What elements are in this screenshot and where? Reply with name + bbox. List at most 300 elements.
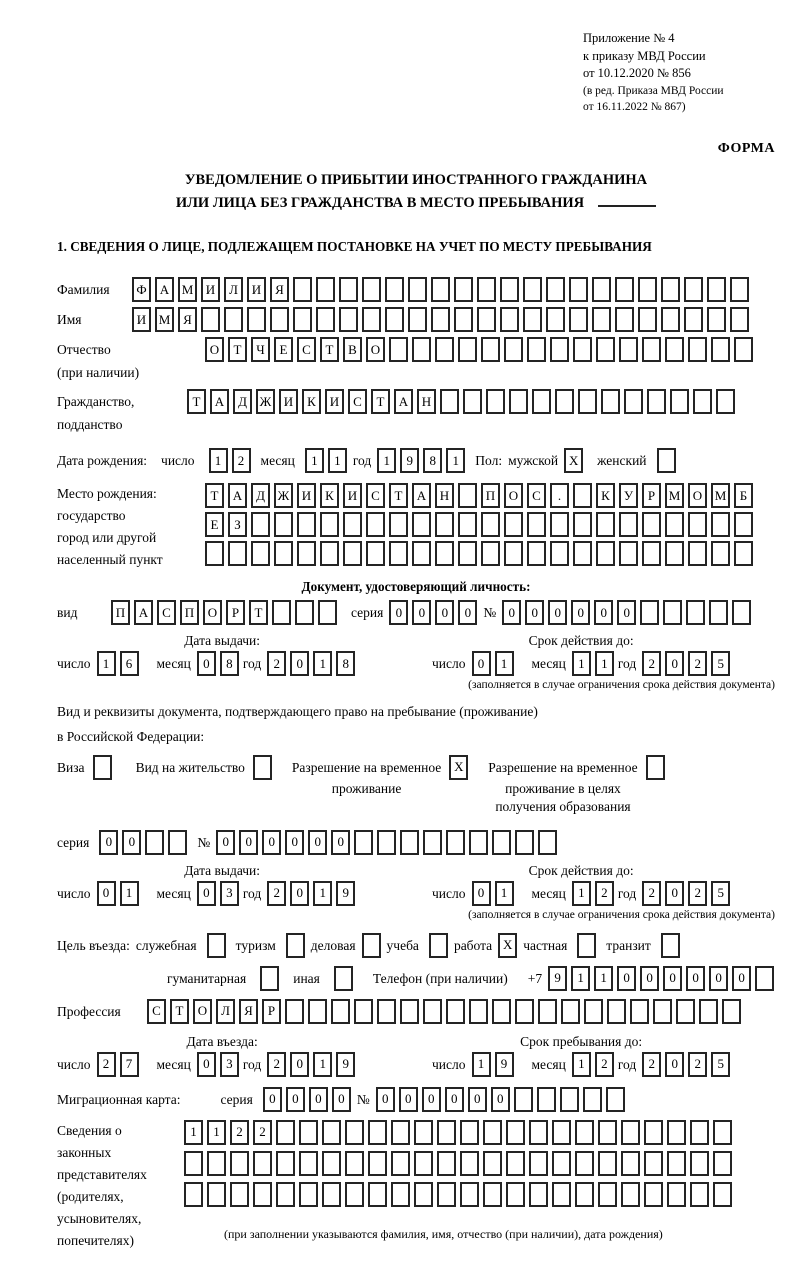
char-cell[interactable] — [308, 999, 327, 1024]
char-cell[interactable] — [621, 1151, 640, 1176]
char-cell[interactable]: И — [325, 389, 344, 414]
char-cell[interactable] — [400, 999, 419, 1024]
char-cell[interactable] — [343, 512, 362, 537]
char-cell[interactable] — [458, 337, 477, 362]
char-cell[interactable] — [722, 999, 741, 1024]
char-cell[interactable] — [285, 999, 304, 1024]
char-cell[interactable] — [454, 277, 473, 302]
char-cell[interactable]: Ч — [251, 337, 270, 362]
char-cell[interactable]: Е — [205, 512, 224, 537]
char-cell[interactable] — [621, 1120, 640, 1145]
char-cell[interactable] — [642, 337, 661, 362]
char-cell[interactable]: С — [297, 337, 316, 362]
char-cell[interactable] — [707, 277, 726, 302]
char-cell[interactable] — [598, 1182, 617, 1207]
char-cell[interactable]: 0 — [548, 600, 567, 625]
char-cell[interactable]: 0 — [665, 651, 684, 676]
char-cell[interactable] — [500, 277, 519, 302]
char-cell[interactable] — [730, 277, 749, 302]
char-cell[interactable]: Ж — [256, 389, 275, 414]
char-cell[interactable] — [276, 1120, 295, 1145]
char-cell[interactable] — [431, 307, 450, 332]
char-cell[interactable]: П — [180, 600, 199, 625]
char-cell[interactable] — [573, 337, 592, 362]
char-cell[interactable] — [486, 389, 505, 414]
char-cell[interactable]: 0 — [197, 651, 216, 676]
char-cell[interactable]: 5 — [711, 1052, 730, 1077]
char-cell[interactable] — [653, 999, 672, 1024]
char-cell[interactable] — [446, 999, 465, 1024]
char-cell[interactable] — [577, 933, 596, 958]
char-cell[interactable] — [458, 512, 477, 537]
char-cell[interactable] — [412, 512, 431, 537]
char-cell[interactable]: 2 — [642, 881, 661, 906]
char-cell[interactable]: И — [247, 277, 266, 302]
char-cell[interactable] — [295, 600, 314, 625]
char-cell[interactable] — [515, 999, 534, 1024]
char-cell[interactable] — [251, 512, 270, 537]
char-cell[interactable] — [624, 389, 643, 414]
char-cell[interactable] — [560, 1087, 579, 1112]
char-cell[interactable]: Т — [205, 483, 224, 508]
char-cell[interactable] — [230, 1151, 249, 1176]
char-cell[interactable]: 8 — [423, 448, 442, 473]
char-cell[interactable] — [316, 277, 335, 302]
char-cell[interactable]: 1 — [184, 1120, 203, 1145]
char-cell[interactable]: 0 — [263, 1087, 282, 1112]
char-cell[interactable]: Ф — [132, 277, 151, 302]
char-cell[interactable] — [619, 541, 638, 566]
char-cell[interactable] — [665, 337, 684, 362]
char-cell[interactable]: 0 — [640, 966, 659, 991]
char-cell[interactable]: Ж — [274, 483, 293, 508]
char-cell[interactable] — [299, 1151, 318, 1176]
char-cell[interactable]: 1 — [377, 448, 396, 473]
char-cell[interactable] — [506, 1151, 525, 1176]
char-cell[interactable] — [224, 307, 243, 332]
char-cell[interactable]: X — [498, 933, 517, 958]
char-cell[interactable] — [688, 337, 707, 362]
char-cell[interactable]: 9 — [336, 881, 355, 906]
char-cell[interactable] — [454, 307, 473, 332]
char-cell[interactable] — [583, 1087, 602, 1112]
char-cell[interactable] — [362, 277, 381, 302]
char-cell[interactable]: 0 — [99, 830, 118, 855]
char-cell[interactable] — [477, 307, 496, 332]
char-cell[interactable] — [414, 1151, 433, 1176]
char-cell[interactable] — [429, 933, 448, 958]
char-cell[interactable]: М — [178, 277, 197, 302]
char-cell[interactable]: 0 — [331, 830, 350, 855]
char-cell[interactable] — [578, 389, 597, 414]
char-cell[interactable] — [529, 1182, 548, 1207]
char-cell[interactable]: 3 — [220, 1052, 239, 1077]
char-cell[interactable]: 1 — [207, 1120, 226, 1145]
char-cell[interactable]: 9 — [400, 448, 419, 473]
char-cell[interactable]: Я — [270, 277, 289, 302]
char-cell[interactable]: Т — [170, 999, 189, 1024]
char-cell[interactable] — [408, 307, 427, 332]
char-cell[interactable]: 2 — [253, 1120, 272, 1145]
char-cell[interactable] — [247, 307, 266, 332]
char-cell[interactable] — [734, 512, 753, 537]
char-cell[interactable] — [684, 307, 703, 332]
char-cell[interactable]: 1 — [120, 881, 139, 906]
char-cell[interactable]: 5 — [711, 651, 730, 676]
char-cell[interactable] — [354, 830, 373, 855]
char-cell[interactable] — [598, 1151, 617, 1176]
char-cell[interactable]: Т — [320, 337, 339, 362]
char-cell[interactable]: В — [343, 337, 362, 362]
char-cell[interactable] — [463, 389, 482, 414]
char-cell[interactable] — [506, 1182, 525, 1207]
char-cell[interactable]: 2 — [267, 651, 286, 676]
char-cell[interactable] — [665, 541, 684, 566]
char-cell[interactable]: 0 — [663, 966, 682, 991]
char-cell[interactable]: 1 — [313, 1052, 332, 1077]
char-cell[interactable] — [400, 830, 419, 855]
char-cell[interactable] — [435, 337, 454, 362]
char-cell[interactable] — [345, 1151, 364, 1176]
char-cell[interactable]: Я — [178, 307, 197, 332]
char-cell[interactable]: 9 — [336, 1052, 355, 1077]
char-cell[interactable]: 1 — [313, 651, 332, 676]
char-cell[interactable]: К — [596, 483, 615, 508]
char-cell[interactable]: 1 — [495, 881, 514, 906]
char-cell[interactable]: И — [343, 483, 362, 508]
char-cell[interactable]: А — [394, 389, 413, 414]
char-cell[interactable]: 3 — [220, 881, 239, 906]
char-cell[interactable] — [619, 337, 638, 362]
char-cell[interactable]: 0 — [732, 966, 751, 991]
char-cell[interactable]: С — [147, 999, 166, 1024]
char-cell[interactable] — [345, 1120, 364, 1145]
char-cell[interactable] — [93, 755, 112, 780]
char-cell[interactable] — [272, 600, 291, 625]
char-cell[interactable] — [492, 830, 511, 855]
char-cell[interactable] — [538, 830, 557, 855]
char-cell[interactable]: 0 — [399, 1087, 418, 1112]
char-cell[interactable] — [550, 512, 569, 537]
char-cell[interactable]: М — [711, 483, 730, 508]
char-cell[interactable] — [184, 1151, 203, 1176]
char-cell[interactable]: 2 — [97, 1052, 116, 1077]
char-cell[interactable]: 0 — [617, 966, 636, 991]
char-cell[interactable] — [607, 999, 626, 1024]
char-cell[interactable]: Т — [249, 600, 268, 625]
char-cell[interactable]: 1 — [305, 448, 324, 473]
char-cell[interactable]: Д — [233, 389, 252, 414]
char-cell[interactable]: С — [348, 389, 367, 414]
char-cell[interactable]: 0 — [290, 651, 309, 676]
char-cell[interactable]: К — [320, 483, 339, 508]
char-cell[interactable] — [552, 1182, 571, 1207]
char-cell[interactable] — [509, 389, 528, 414]
char-cell[interactable] — [734, 541, 753, 566]
char-cell[interactable] — [460, 1182, 479, 1207]
char-cell[interactable]: 0 — [594, 600, 613, 625]
char-cell[interactable]: 2 — [595, 1052, 614, 1077]
char-cell[interactable] — [699, 999, 718, 1024]
char-cell[interactable] — [713, 1182, 732, 1207]
char-cell[interactable] — [657, 448, 676, 473]
char-cell[interactable] — [638, 277, 657, 302]
char-cell[interactable] — [688, 512, 707, 537]
char-cell[interactable] — [299, 1182, 318, 1207]
char-cell[interactable]: 5 — [711, 881, 730, 906]
char-cell[interactable]: X — [449, 755, 468, 780]
char-cell[interactable] — [412, 337, 431, 362]
char-cell[interactable]: С — [366, 483, 385, 508]
char-cell[interactable]: . — [550, 483, 569, 508]
char-cell[interactable] — [646, 755, 665, 780]
char-cell[interactable] — [709, 600, 728, 625]
char-cell[interactable] — [546, 307, 565, 332]
char-cell[interactable]: 7 — [120, 1052, 139, 1077]
char-cell[interactable]: И — [132, 307, 151, 332]
char-cell[interactable] — [504, 337, 523, 362]
char-cell[interactable]: 0 — [332, 1087, 351, 1112]
char-cell[interactable] — [537, 1087, 556, 1112]
char-cell[interactable] — [713, 1120, 732, 1145]
char-cell[interactable] — [621, 1182, 640, 1207]
char-cell[interactable]: 2 — [595, 881, 614, 906]
char-cell[interactable] — [690, 1120, 709, 1145]
char-cell[interactable]: 0 — [709, 966, 728, 991]
char-cell[interactable] — [711, 337, 730, 362]
char-cell[interactable] — [642, 541, 661, 566]
char-cell[interactable] — [483, 1120, 502, 1145]
char-cell[interactable] — [527, 541, 546, 566]
char-cell[interactable] — [504, 512, 523, 537]
char-cell[interactable] — [207, 1151, 226, 1176]
char-cell[interactable] — [145, 830, 164, 855]
char-cell[interactable] — [667, 1120, 686, 1145]
char-cell[interactable]: М — [155, 307, 174, 332]
char-cell[interactable] — [440, 389, 459, 414]
char-cell[interactable]: Л — [224, 277, 243, 302]
char-cell[interactable]: Н — [417, 389, 436, 414]
char-cell[interactable]: 6 — [120, 651, 139, 676]
char-cell[interactable]: 8 — [220, 651, 239, 676]
char-cell[interactable] — [667, 1151, 686, 1176]
char-cell[interactable]: М — [665, 483, 684, 508]
char-cell[interactable] — [318, 600, 337, 625]
char-cell[interactable] — [481, 337, 500, 362]
char-cell[interactable] — [477, 277, 496, 302]
char-cell[interactable]: З — [228, 512, 247, 537]
char-cell[interactable]: 0 — [97, 881, 116, 906]
char-cell[interactable]: 0 — [665, 881, 684, 906]
char-cell[interactable]: 2 — [688, 651, 707, 676]
char-cell[interactable] — [573, 541, 592, 566]
char-cell[interactable]: Т — [389, 483, 408, 508]
char-cell[interactable]: 0 — [389, 600, 408, 625]
char-cell[interactable] — [368, 1120, 387, 1145]
char-cell[interactable] — [615, 277, 634, 302]
char-cell[interactable] — [322, 1182, 341, 1207]
char-cell[interactable] — [260, 966, 279, 991]
char-cell[interactable] — [431, 277, 450, 302]
char-cell[interactable]: Т — [187, 389, 206, 414]
char-cell[interactable] — [642, 512, 661, 537]
char-cell[interactable] — [713, 1151, 732, 1176]
char-cell[interactable] — [377, 830, 396, 855]
char-cell[interactable] — [529, 1120, 548, 1145]
char-cell[interactable] — [458, 541, 477, 566]
char-cell[interactable] — [732, 600, 751, 625]
char-cell[interactable] — [529, 1151, 548, 1176]
char-cell[interactable] — [667, 1182, 686, 1207]
char-cell[interactable]: С — [527, 483, 546, 508]
char-cell[interactable]: И — [201, 277, 220, 302]
char-cell[interactable] — [596, 337, 615, 362]
char-cell[interactable] — [523, 307, 542, 332]
char-cell[interactable]: 2 — [642, 651, 661, 676]
char-cell[interactable]: 0 — [197, 1052, 216, 1077]
char-cell[interactable] — [693, 389, 712, 414]
char-cell[interactable]: Л — [216, 999, 235, 1024]
char-cell[interactable] — [385, 307, 404, 332]
char-cell[interactable]: 0 — [412, 600, 431, 625]
char-cell[interactable] — [412, 541, 431, 566]
char-cell[interactable] — [686, 600, 705, 625]
char-cell[interactable] — [730, 307, 749, 332]
char-cell[interactable] — [575, 1151, 594, 1176]
char-cell[interactable] — [184, 1182, 203, 1207]
char-cell[interactable]: 2 — [230, 1120, 249, 1145]
char-cell[interactable]: 0 — [686, 966, 705, 991]
char-cell[interactable]: О — [366, 337, 385, 362]
char-cell[interactable] — [647, 389, 666, 414]
char-cell[interactable] — [598, 1120, 617, 1145]
char-cell[interactable] — [644, 1151, 663, 1176]
char-cell[interactable]: 0 — [290, 1052, 309, 1077]
char-cell[interactable] — [755, 966, 774, 991]
char-cell[interactable] — [538, 999, 557, 1024]
char-cell[interactable]: Н — [435, 483, 454, 508]
char-cell[interactable] — [251, 541, 270, 566]
char-cell[interactable]: 0 — [665, 1052, 684, 1077]
char-cell[interactable] — [274, 512, 293, 537]
char-cell[interactable]: 1 — [328, 448, 347, 473]
char-cell[interactable]: 0 — [309, 1087, 328, 1112]
char-cell[interactable] — [601, 389, 620, 414]
char-cell[interactable] — [500, 307, 519, 332]
char-cell[interactable] — [707, 307, 726, 332]
char-cell[interactable]: А — [134, 600, 153, 625]
char-cell[interactable]: 2 — [642, 1052, 661, 1077]
char-cell[interactable]: 0 — [376, 1087, 395, 1112]
char-cell[interactable] — [575, 1182, 594, 1207]
char-cell[interactable] — [339, 277, 358, 302]
char-cell[interactable] — [584, 999, 603, 1024]
char-cell[interactable] — [469, 999, 488, 1024]
char-cell[interactable] — [391, 1182, 410, 1207]
char-cell[interactable]: Б — [734, 483, 753, 508]
char-cell[interactable] — [320, 541, 339, 566]
char-cell[interactable] — [615, 307, 634, 332]
char-cell[interactable] — [362, 933, 381, 958]
char-cell[interactable]: 1 — [446, 448, 465, 473]
char-cell[interactable]: 0 — [286, 1087, 305, 1112]
char-cell[interactable]: О — [193, 999, 212, 1024]
char-cell[interactable] — [619, 512, 638, 537]
char-cell[interactable] — [592, 277, 611, 302]
char-cell[interactable]: 0 — [491, 1087, 510, 1112]
char-cell[interactable]: 0 — [525, 600, 544, 625]
char-cell[interactable] — [322, 1151, 341, 1176]
char-cell[interactable] — [523, 277, 542, 302]
char-cell[interactable] — [481, 541, 500, 566]
char-cell[interactable]: 0 — [472, 881, 491, 906]
char-cell[interactable]: 2 — [688, 1052, 707, 1077]
char-cell[interactable]: 0 — [502, 600, 521, 625]
char-cell[interactable] — [592, 307, 611, 332]
char-cell[interactable] — [368, 1151, 387, 1176]
char-cell[interactable] — [676, 999, 695, 1024]
char-cell[interactable] — [253, 755, 272, 780]
char-cell[interactable] — [734, 337, 753, 362]
char-cell[interactable] — [207, 1182, 226, 1207]
char-cell[interactable]: 9 — [495, 1052, 514, 1077]
char-cell[interactable] — [483, 1182, 502, 1207]
char-cell[interactable]: 0 — [216, 830, 235, 855]
char-cell[interactable] — [437, 1120, 456, 1145]
char-cell[interactable] — [320, 512, 339, 537]
char-cell[interactable] — [334, 966, 353, 991]
char-cell[interactable] — [293, 307, 312, 332]
char-cell[interactable] — [481, 512, 500, 537]
char-cell[interactable] — [385, 277, 404, 302]
char-cell[interactable] — [253, 1151, 272, 1176]
char-cell[interactable]: 2 — [267, 881, 286, 906]
char-cell[interactable] — [575, 1120, 594, 1145]
char-cell[interactable] — [437, 1151, 456, 1176]
char-cell[interactable] — [458, 483, 477, 508]
char-cell[interactable] — [446, 830, 465, 855]
char-cell[interactable]: 2 — [267, 1052, 286, 1077]
char-cell[interactable] — [552, 1120, 571, 1145]
char-cell[interactable] — [276, 1182, 295, 1207]
char-cell[interactable]: Е — [274, 337, 293, 362]
char-cell[interactable] — [414, 1182, 433, 1207]
char-cell[interactable]: Т — [371, 389, 390, 414]
char-cell[interactable] — [366, 512, 385, 537]
char-cell[interactable] — [322, 1120, 341, 1145]
char-cell[interactable] — [414, 1120, 433, 1145]
char-cell[interactable]: Р — [226, 600, 245, 625]
char-cell[interactable] — [423, 830, 442, 855]
char-cell[interactable]: 0 — [285, 830, 304, 855]
char-cell[interactable]: О — [688, 483, 707, 508]
char-cell[interactable] — [331, 999, 350, 1024]
char-cell[interactable]: 1 — [594, 966, 613, 991]
char-cell[interactable]: 0 — [458, 600, 477, 625]
char-cell[interactable]: 0 — [422, 1087, 441, 1112]
char-cell[interactable] — [366, 541, 385, 566]
char-cell[interactable]: 1 — [472, 1052, 491, 1077]
char-cell[interactable] — [362, 307, 381, 332]
char-cell[interactable] — [555, 389, 574, 414]
char-cell[interactable]: 0 — [435, 600, 454, 625]
char-cell[interactable] — [270, 307, 289, 332]
char-cell[interactable]: 0 — [239, 830, 258, 855]
char-cell[interactable] — [469, 830, 488, 855]
char-cell[interactable] — [661, 277, 680, 302]
char-cell[interactable] — [343, 541, 362, 566]
char-cell[interactable]: К — [302, 389, 321, 414]
